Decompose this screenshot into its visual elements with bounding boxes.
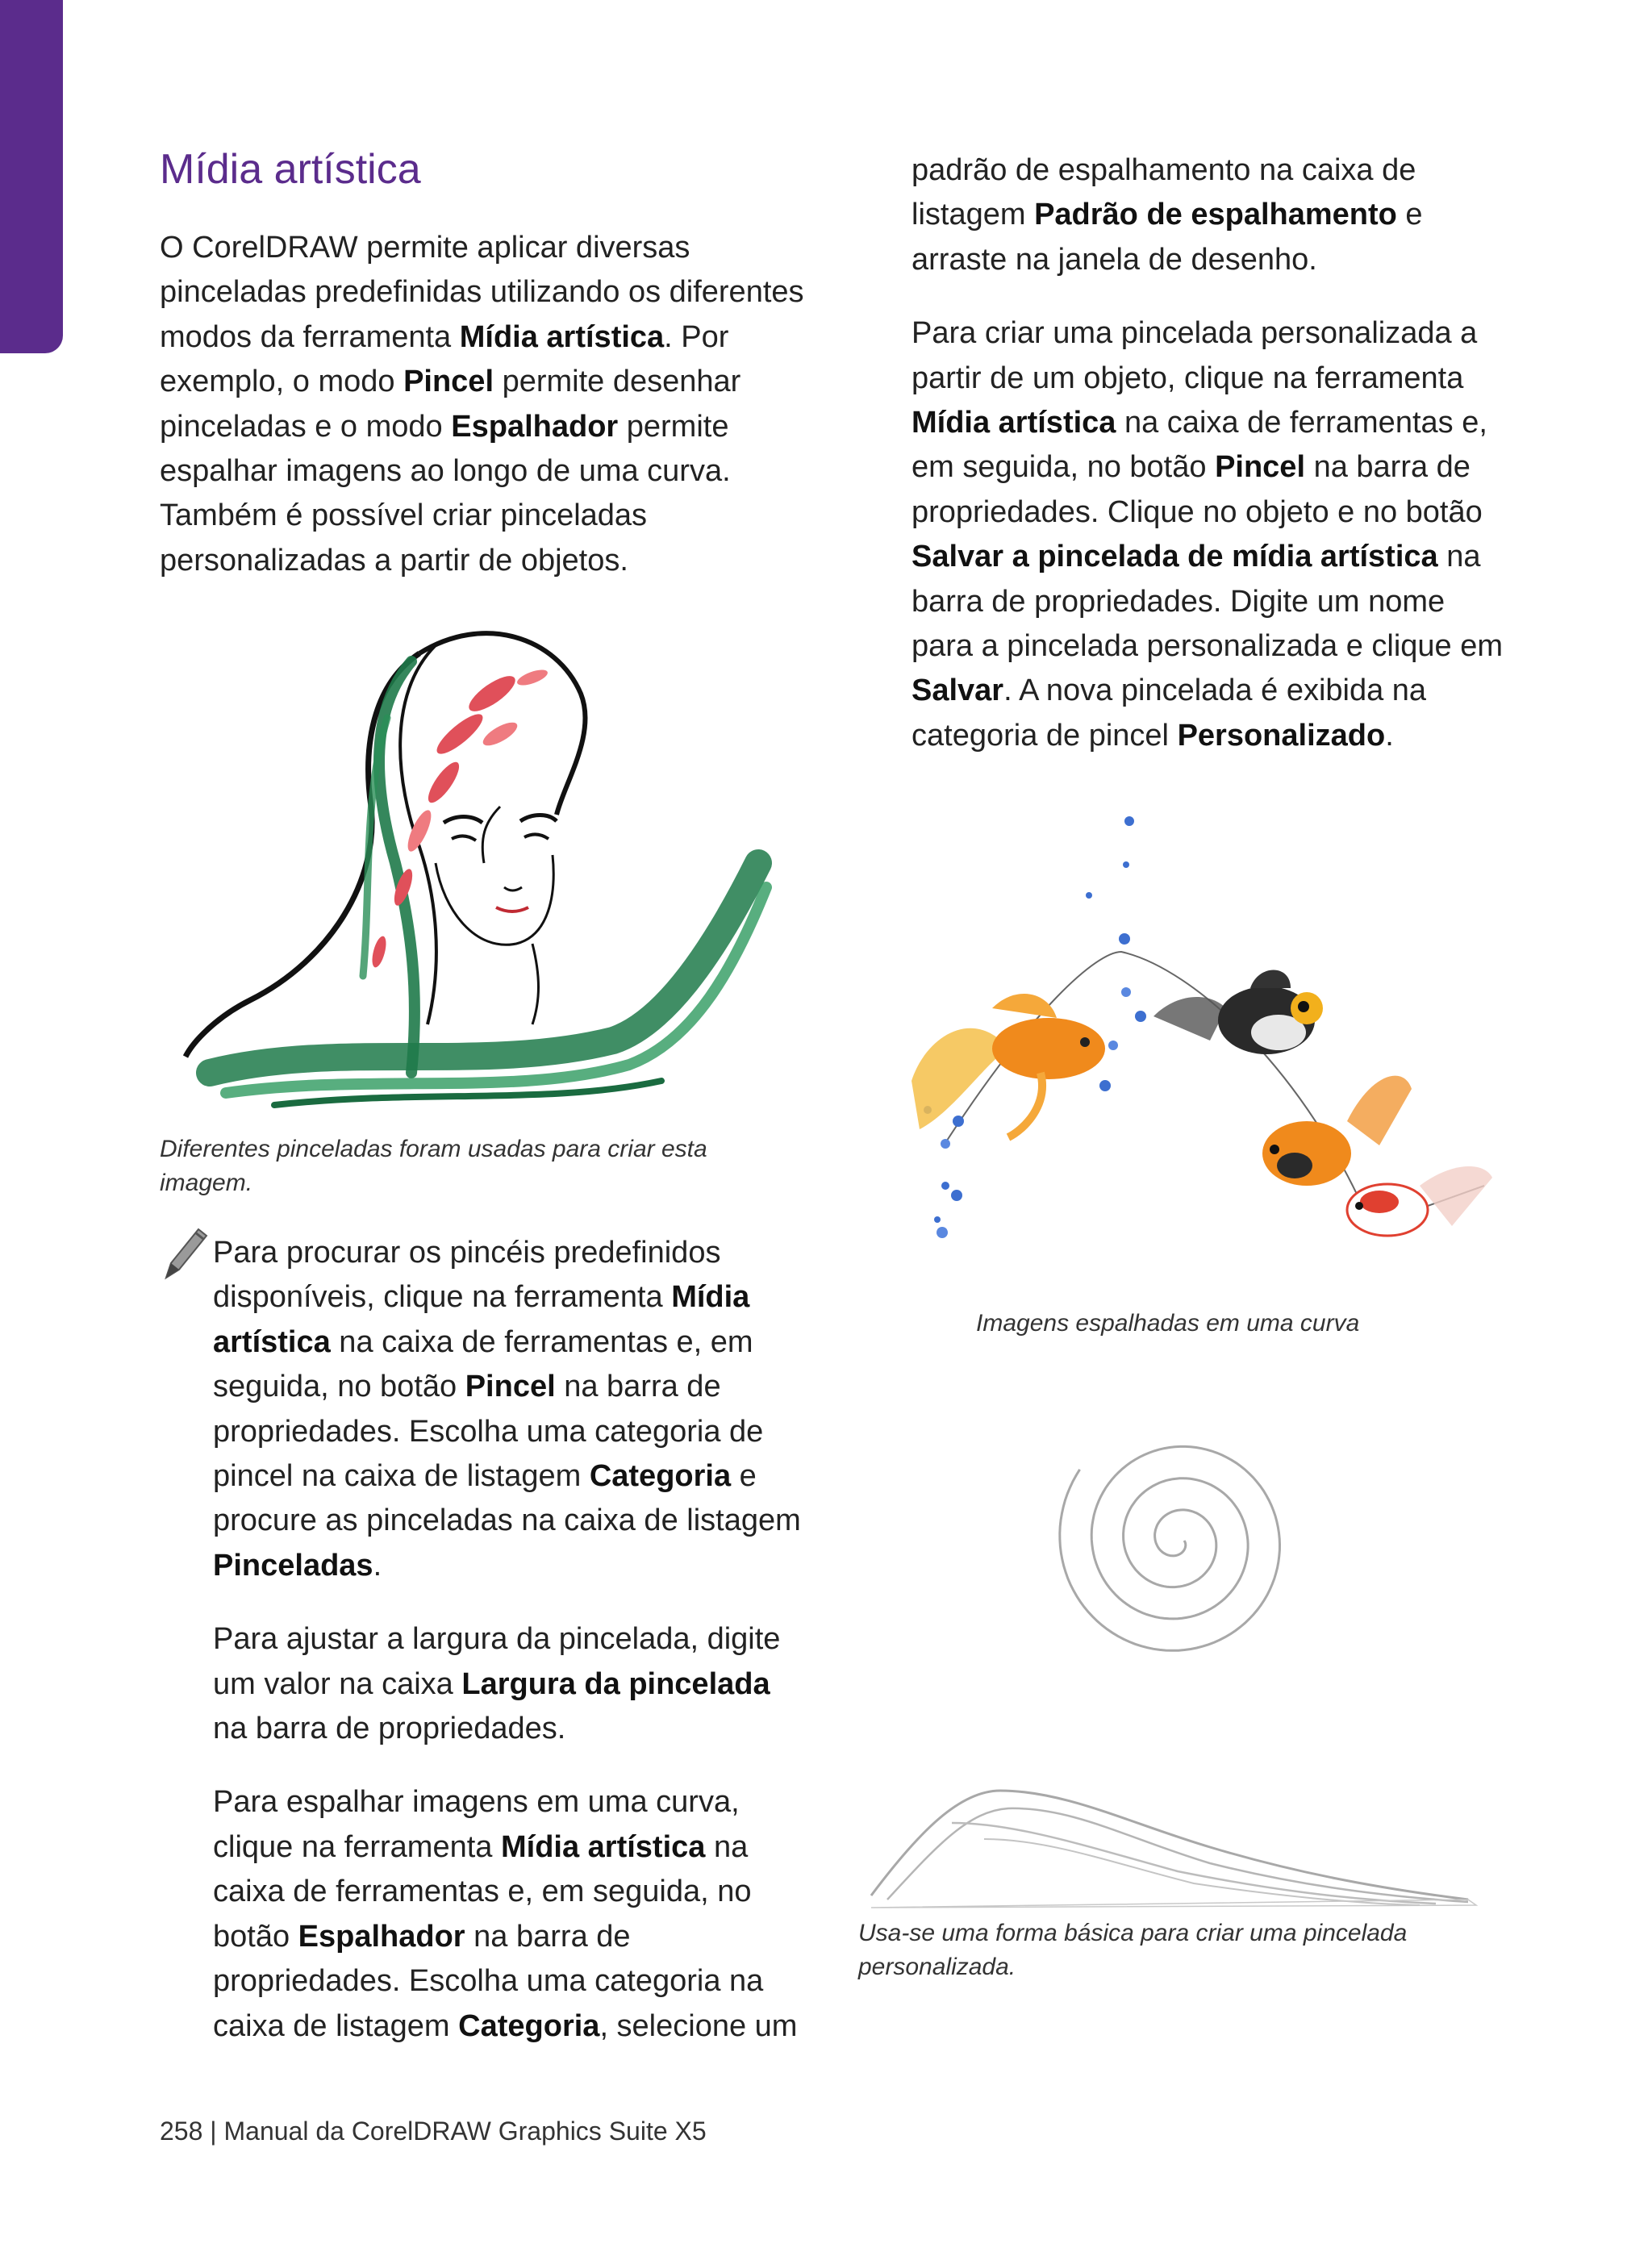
fish-scatter-illustration <box>855 807 1500 1291</box>
tip-paragraph-2: Para ajustar a largura da pincelada, digite um valor na caixa Largura da pincelada na barra de propriedades. <box>213 1622 781 1746</box>
goldfish-black <box>1153 970 1323 1055</box>
chapter-tab <box>0 0 63 353</box>
right-column <box>912 148 1508 787</box>
shape-caption: Usa-se uma forma básica para criar uma pincelada personalizada. <box>858 1920 1408 1980</box>
custom-brush-stroke-illustration <box>855 1734 1500 1912</box>
page-title: Mídia artística <box>160 146 421 193</box>
page-footer: 258 | Manual da CorelDRAW Graphics Suite X5 <box>160 2117 707 2146</box>
goldfish-red-white <box>1347 1166 1492 1236</box>
tip-paragraph-1: Para procurar os pincéis predefinidos disponíveis, clique na ferramenta Mídia artística na caixa de ferramentas e, em seguida, no botão Pincel na barra de propriedades. Escolha uma categoria de pincel na caixa de listagem Categoria e procure as pinceladas na caixa de listagem Pinceladas. <box>213 1236 801 1583</box>
goldfish-orange <box>912 994 1105 1137</box>
woman-brush-illustration <box>177 621 791 1121</box>
spiral-shape-illustration <box>1041 1412 1315 1670</box>
fish-caption: Imagens espalhadas em uma curva <box>976 1310 1360 1337</box>
intro-paragraph: O CorelDRAW permite aplicar diversas pinceladas predefinidas utilizando os diferentes modos da ferramenta Mídia artística. Por exemplo, o modo Pincel permite desenhar pinceladas e o modo Espalhador permite espalhar imagens ao longo de uma curva. Também é possível criar pinceladas personalizadas a partir de objetos. <box>160 231 804 578</box>
right-paragraph-1: padrão de espalhamento na caixa de listagem Padrão de espalhamento e arraste na janela de desenho. <box>912 153 1423 277</box>
tip-note <box>213 1231 810 2078</box>
tip-paragraph-3: Para espalhar imagens em uma curva, clique na ferramenta Mídia artística na caixa de ferramentas e, em seguida, no botão Espalhador na barra de propriedades. Escolha uma categoria na caixa de listagem Categoria, selecione um <box>213 1785 798 2043</box>
pencil-icon <box>160 1224 210 1281</box>
right-paragraph-2: Para criar uma pincelada personalizada a partir de um objeto, clique na ferramenta Mídia artística na caixa de ferramentas e, em seguida, no botão Pincel na barra de propriedades. Clique no objeto e no botão Salvar a pincelada de mídia artística na barra de propriedades. Digite um nome para a pincelada personalizada e clique em Salvar. A nova pincelada é exibida na categoria de pincel Personalizado. <box>912 316 1504 753</box>
woman-caption: Diferentes pinceladas foram usadas para criar esta imagem. <box>160 1136 707 1196</box>
goldfish-spotted <box>1262 1076 1412 1186</box>
left-column <box>160 145 805 612</box>
